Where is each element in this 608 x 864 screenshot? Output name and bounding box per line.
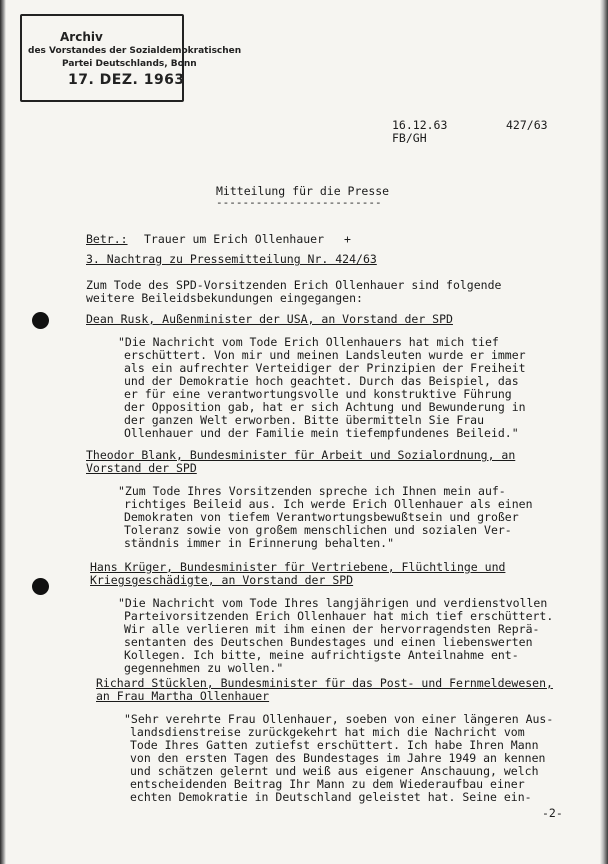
punch-hole-bottom: [32, 578, 49, 595]
header-date: 16.12.63: [392, 118, 448, 132]
section-heading: Vorstand der SPD: [86, 461, 197, 475]
subject-mark: +: [344, 232, 351, 246]
quote-line: echten Demokratie in Deutschland geleistet hat. Seine ein-: [130, 790, 532, 804]
section-heading: Theodor Blank, Bundesminister für Arbeit und Sozialordnung, an: [86, 448, 516, 462]
stamp-date: 17. DEZ. 1963: [68, 72, 185, 88]
stamp-line1: des Vorstandes der Sozialdemokratischen: [28, 46, 242, 56]
scan-edge-left: [0, 0, 6, 864]
quote-line: gegennehmen zu wollen.": [124, 661, 284, 675]
header-initials: FB/GH: [392, 131, 427, 145]
quote-line: entscheidenden Beitrag Ihr Mann zu dem Wiederaufbau einer: [130, 777, 525, 791]
scan-edge-right: [600, 0, 608, 864]
section-heading: Kriegsgeschädigte, an Vorstand der SPD: [90, 573, 354, 587]
section-heading: an Frau Martha Ollenhauer: [96, 689, 270, 703]
intro-line: weitere Beileidsbekundungen eingegangen:: [86, 291, 363, 305]
subject-label: Betr.:: [86, 232, 128, 246]
page-continuation: -2-: [542, 806, 563, 820]
quote-line: "Zum Tode Ihres Vorsitzenden spreche ich Ihnen mein auf-: [118, 484, 506, 498]
quote-line: "Die Nachricht vom Tode Erich Ollenhauers hat mich tief: [118, 335, 499, 349]
quote-line: er für eine verantwortungsvolle und konstruktive Führung: [124, 387, 512, 401]
title-underline: -------------------------: [216, 196, 382, 209]
quote-line: "Sehr verehrte Frau Ollenhauer, soeben von einer längeren Aus-: [124, 712, 554, 726]
section-heading: Richard Stücklen, Bundesminister für das Post- und Fernmeldewesen,: [96, 676, 553, 690]
page-title: Mitteilung für die Presse: [216, 184, 390, 198]
quote-line: von den ersten Tagen des Bundestages im Jahre 1949 an kennen: [130, 751, 546, 765]
quote-line: als ein aufrechter Verteidiger der Prinzipien der Freiheit: [124, 361, 526, 375]
quote-line: erschüttert. Von mir und meinen Landsleuten wurde er immer: [124, 348, 526, 362]
subject-text: Trauer um Erich Ollenhauer: [144, 232, 325, 246]
punch-hole-top: [32, 312, 49, 329]
quote-line: Ollenhauer und der Familie mein tiefempfundenes Beileid.": [124, 426, 519, 440]
section-heading: Hans Krüger, Bundesminister für Vertriebene, Flüchtlinge und: [90, 560, 506, 574]
quote-line: ständnis immer in Erinnerung behalten.": [124, 536, 395, 550]
quote-line: richtiges Beileid aus. Ich werde Erich Ollenhauer als einen: [124, 497, 533, 511]
quote-line: Wir alle verlieren mit ihm einen der hervorragendsten Reprä-: [124, 622, 540, 636]
quote-line: Parteivorsitzenden Erich Ollenhauer hat mich tief erschüttert.: [124, 609, 554, 623]
quote-line: und der Demokratie hoch geachtet. Durch das Beispiel, das: [124, 374, 519, 388]
stamp-line2: Partei Deutschlands, Bonn: [62, 59, 197, 69]
header-number: 427/63: [506, 118, 548, 132]
quote-line: landsdienstreise zurückgekehrt hat mich die Nachricht vom: [130, 725, 525, 739]
quote-line: Tode Ihres Gatten zutiefst erschüttert. Ich habe Ihren Mann: [130, 738, 539, 752]
quote-line: sentanten des Deutschen Bundestages und einen liebenswerten: [124, 635, 533, 649]
quote-line: Kollegen. Ich bitte, meine aufrichtigste Anteilnahme ent-: [124, 648, 519, 662]
quote-line: der Opposition gab, hat er sich Achtung und Bewunderung in: [124, 400, 526, 414]
quote-line: Toleranz sowie von großem menschlichen und sozialen Ver-: [124, 523, 512, 537]
section-heading: Dean Rusk, Außenminister der USA, an Vorstand der SPD: [86, 312, 453, 326]
stamp-title: Archiv: [60, 30, 103, 44]
quote-line: Demokraten von tiefem Verantwortungsbewußtsein und großer: [124, 510, 519, 524]
archive-stamp: [20, 14, 242, 102]
quote-line: der ganzen Welt erworben. Bitte übermitteln Sie Frau: [124, 413, 485, 427]
quote-line: "Die Nachricht vom Tode Ihres langjährigen und verdienstvollen: [118, 596, 548, 610]
supplement-line: 3. Nachtrag zu Pressemitteilung Nr. 424/63: [86, 252, 377, 266]
quote-line: und schätzen gelernt und weiß aus eigener Anschauung, welch: [130, 764, 539, 778]
intro-line: Zum Tode des SPD-Vorsitzenden Erich Ollenhauer sind folgende: [86, 278, 502, 292]
